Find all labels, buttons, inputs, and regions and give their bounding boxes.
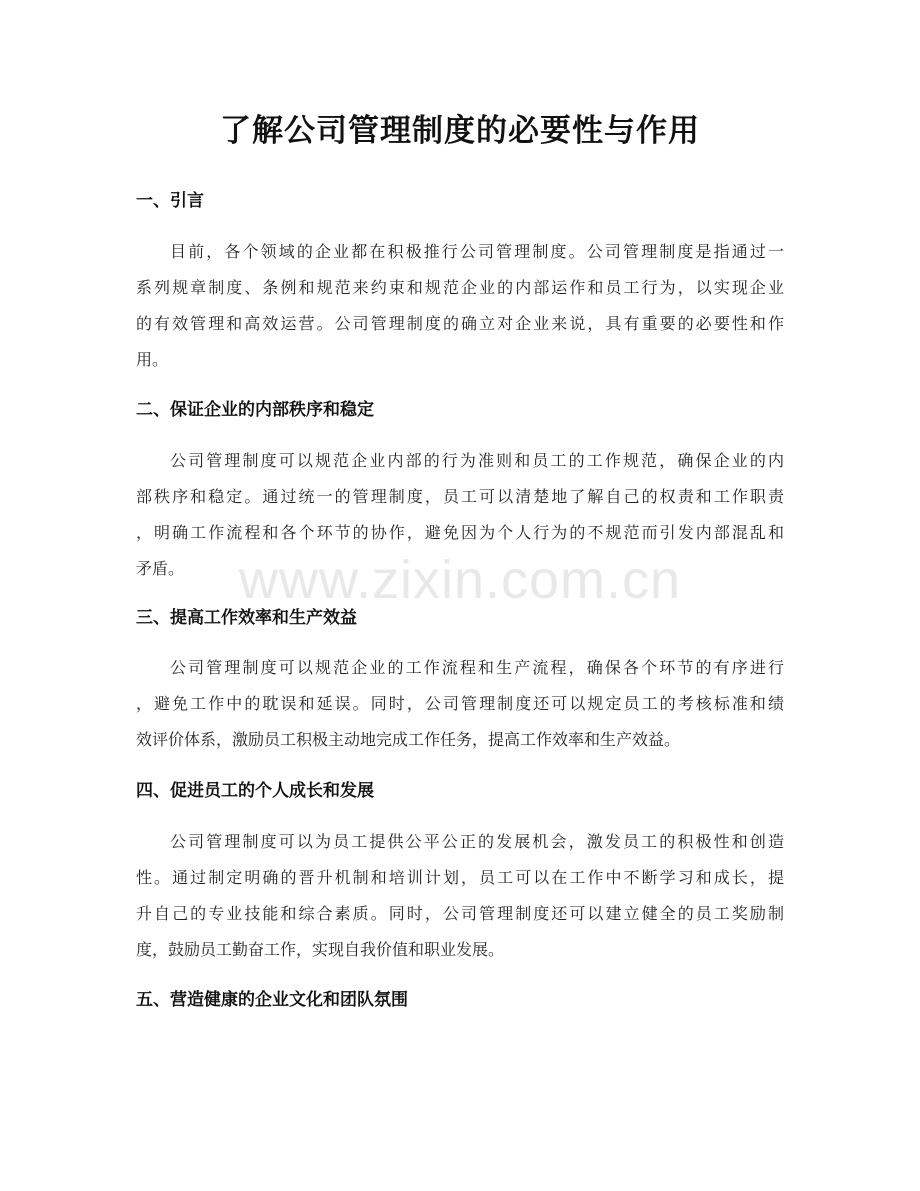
section-paragraph-efficiency [136,650,784,758]
document-title: 了解公司管理制度的必要性与作用 [220,113,700,149]
paragraph-line: 性。通过制定明确的晋升机制和培训计划，员工可以在工作中不断学习和成长，提 [136,868,784,887]
paragraph-line: 系列规章制度、条例和规范来约束和规范企业的内部运作和员工行为，以实现企业 [136,278,784,297]
paragraph-line: 部秩序和稳定。通过统一的管理制度，员工可以清楚地了解自己的权责和工作职责 [136,487,784,506]
paragraph-line: 公司管理制度可以为员工提供公平公正的发展机会，激发员工的积极性和创造 [170,832,784,851]
section-heading-order: 二、保证企业的内部秩序和稳定 [136,400,374,420]
paragraph-line: 目前，各个领域的企业都在积极推行公司管理制度。公司管理制度是指通过一 [170,242,784,261]
paragraph-line: 的有效管理和高效运营。公司管理制度的确立对企业来说，具有重要的必要性和作 [136,314,784,333]
paragraph-line: 效评价体系，激励员工积极主动地完成工作任务，提高工作效率和生产效益。 [136,730,681,749]
paragraph-line: 公司管理制度可以规范企业的工作流程和生产流程，确保各个环节的有序进行 [170,658,784,677]
section-paragraph-order [136,443,784,587]
section-heading-efficiency: 三、提高工作效率和生产效益 [136,608,357,628]
section-heading-intro: 一、引言 [136,191,204,211]
paragraph-line: ，避免工作中的耽误和延误。同时，公司管理制度还可以规定员工的考核标准和绩 [136,694,784,713]
paragraph-line: 公司管理制度可以规范企业内部的行为准则和员工的工作规范，确保企业的内 [170,451,784,470]
section-heading-growth: 四、促进员工的个人成长和发展 [136,781,374,801]
watermark: www.zixin.com.cn [238,550,682,610]
paragraph-line: 矛盾。 [136,559,185,578]
section-heading-culture: 五、营造健康的企业文化和团队氛围 [136,990,408,1010]
paragraph-line: 度，鼓励员工勤奋工作，实现自我价值和职业发展。 [136,940,505,959]
section-paragraph-growth [136,824,784,968]
section-paragraph-intro [136,234,784,378]
paragraph-line: ，明确工作流程和各个环节的协作，避免因为个人行为的不规范而引发内部混乱和 [136,523,784,542]
paragraph-line: 用。 [136,350,169,369]
paragraph-line: 升自己的专业技能和综合素质。同时，公司管理制度还可以建立健全的员工奖励制 [136,904,784,923]
